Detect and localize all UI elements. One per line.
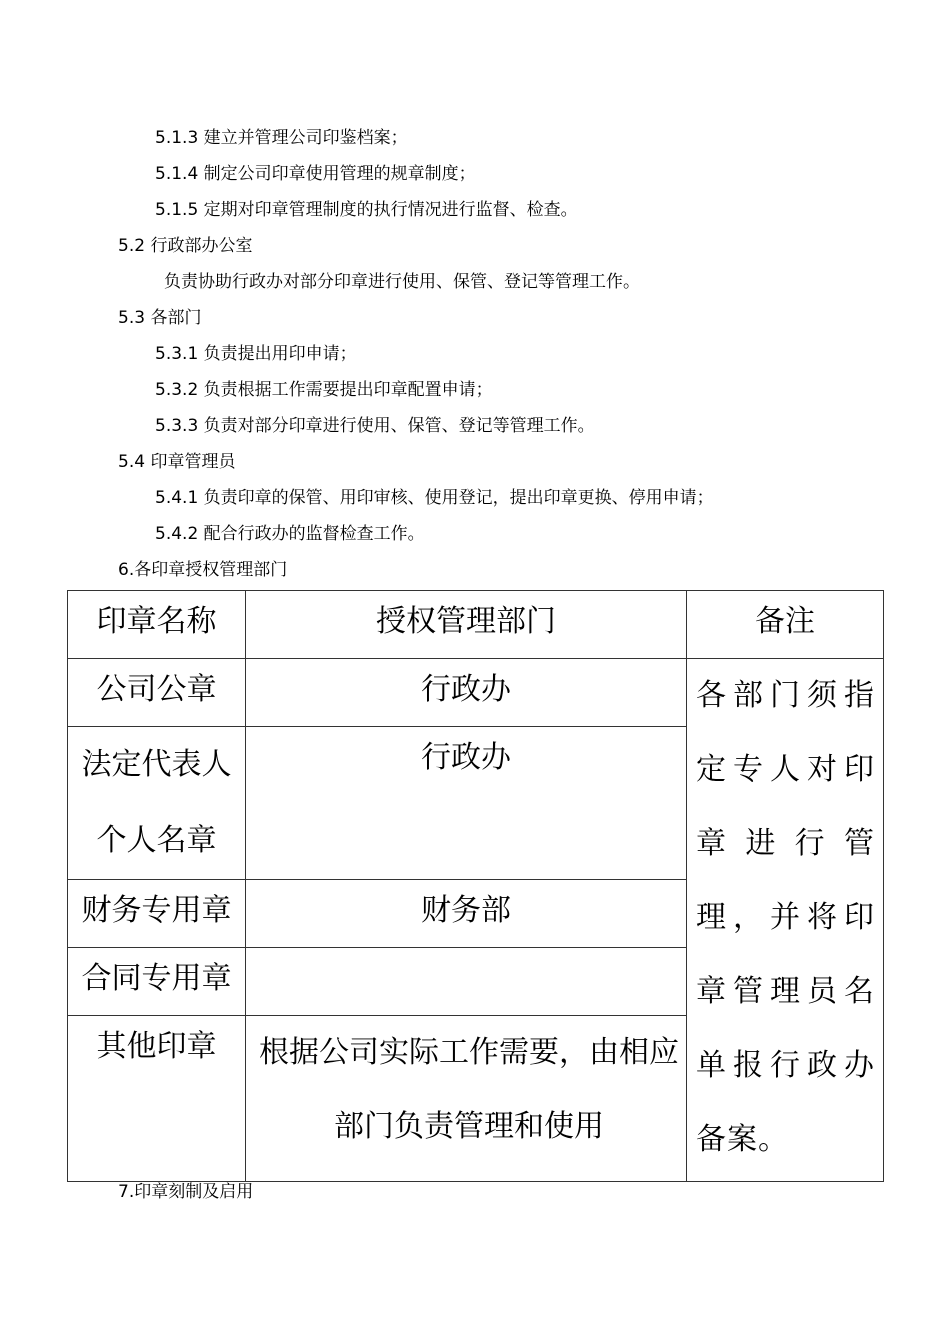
dept-cell: 行政办 xyxy=(246,727,687,880)
table-row xyxy=(68,659,884,727)
dept-cell: 财务部 xyxy=(246,880,687,948)
dept-cell: 根据公司实际工作需要，由相应部门负责管理和使用 xyxy=(246,1016,687,1182)
seal-name-cell: 合同专用章 xyxy=(68,948,246,1016)
section-7-heading: 7.印章刻制及启用 xyxy=(118,1182,254,1202)
clause-5-1-4: 5.1.4 制定公司印章使用管理的规章制度； xyxy=(155,164,476,184)
note-cell: 各部门须指定专人对印章进行管理，并将印章管理员名单报行政办备案。 xyxy=(687,659,884,1182)
clause-5-2-body: 负责协助行政办对部分印章进行使用、保管、登记等管理工作。 xyxy=(164,272,640,292)
clause-5-2-heading: 5.2 行政部办公室 xyxy=(118,236,253,256)
clause-5-3-3: 5.3.3 负责对部分印章进行使用、保管、登记等管理工作。 xyxy=(155,416,595,436)
header-seal-name: 印章名称 xyxy=(68,591,246,659)
dept-cell xyxy=(246,948,687,1016)
table-header-row xyxy=(68,591,884,659)
clause-5-1-5: 5.1.5 定期对印章管理制度的执行情况进行监督、检查。 xyxy=(155,200,578,220)
seal-name-cell: 法定代表人个人名章 xyxy=(68,727,246,880)
seal-name-cell: 其他印章 xyxy=(68,1016,246,1182)
clause-5-3-1: 5.3.1 负责提出用印申请； xyxy=(155,344,357,364)
header-note: 备注 xyxy=(687,591,884,659)
section-6-heading: 6.各印章授权管理部门 xyxy=(118,560,288,580)
dept-cell: 行政办 xyxy=(246,659,687,727)
clause-5-3-heading: 5.3 各部门 xyxy=(118,308,202,328)
seal-name-cell: 财务专用章 xyxy=(68,880,246,948)
clause-5-4-1: 5.4.1 负责印章的保管、用印审核、使用登记，提出印章更换、停用申请； xyxy=(155,488,714,508)
header-dept: 授权管理部门 xyxy=(246,591,687,659)
seal-name-cell: 公司公章 xyxy=(68,659,246,727)
clause-5-4-heading: 5.4 印章管理员 xyxy=(118,452,236,472)
seal-authorization-table xyxy=(67,590,884,1182)
clause-5-3-2: 5.3.2 负责根据工作需要提出印章配置申请； xyxy=(155,380,493,400)
clause-5-4-2: 5.4.2 配合行政办的监督检查工作。 xyxy=(155,524,425,544)
clause-5-1-3: 5.1.3 建立并管理公司印鉴档案； xyxy=(155,128,408,148)
